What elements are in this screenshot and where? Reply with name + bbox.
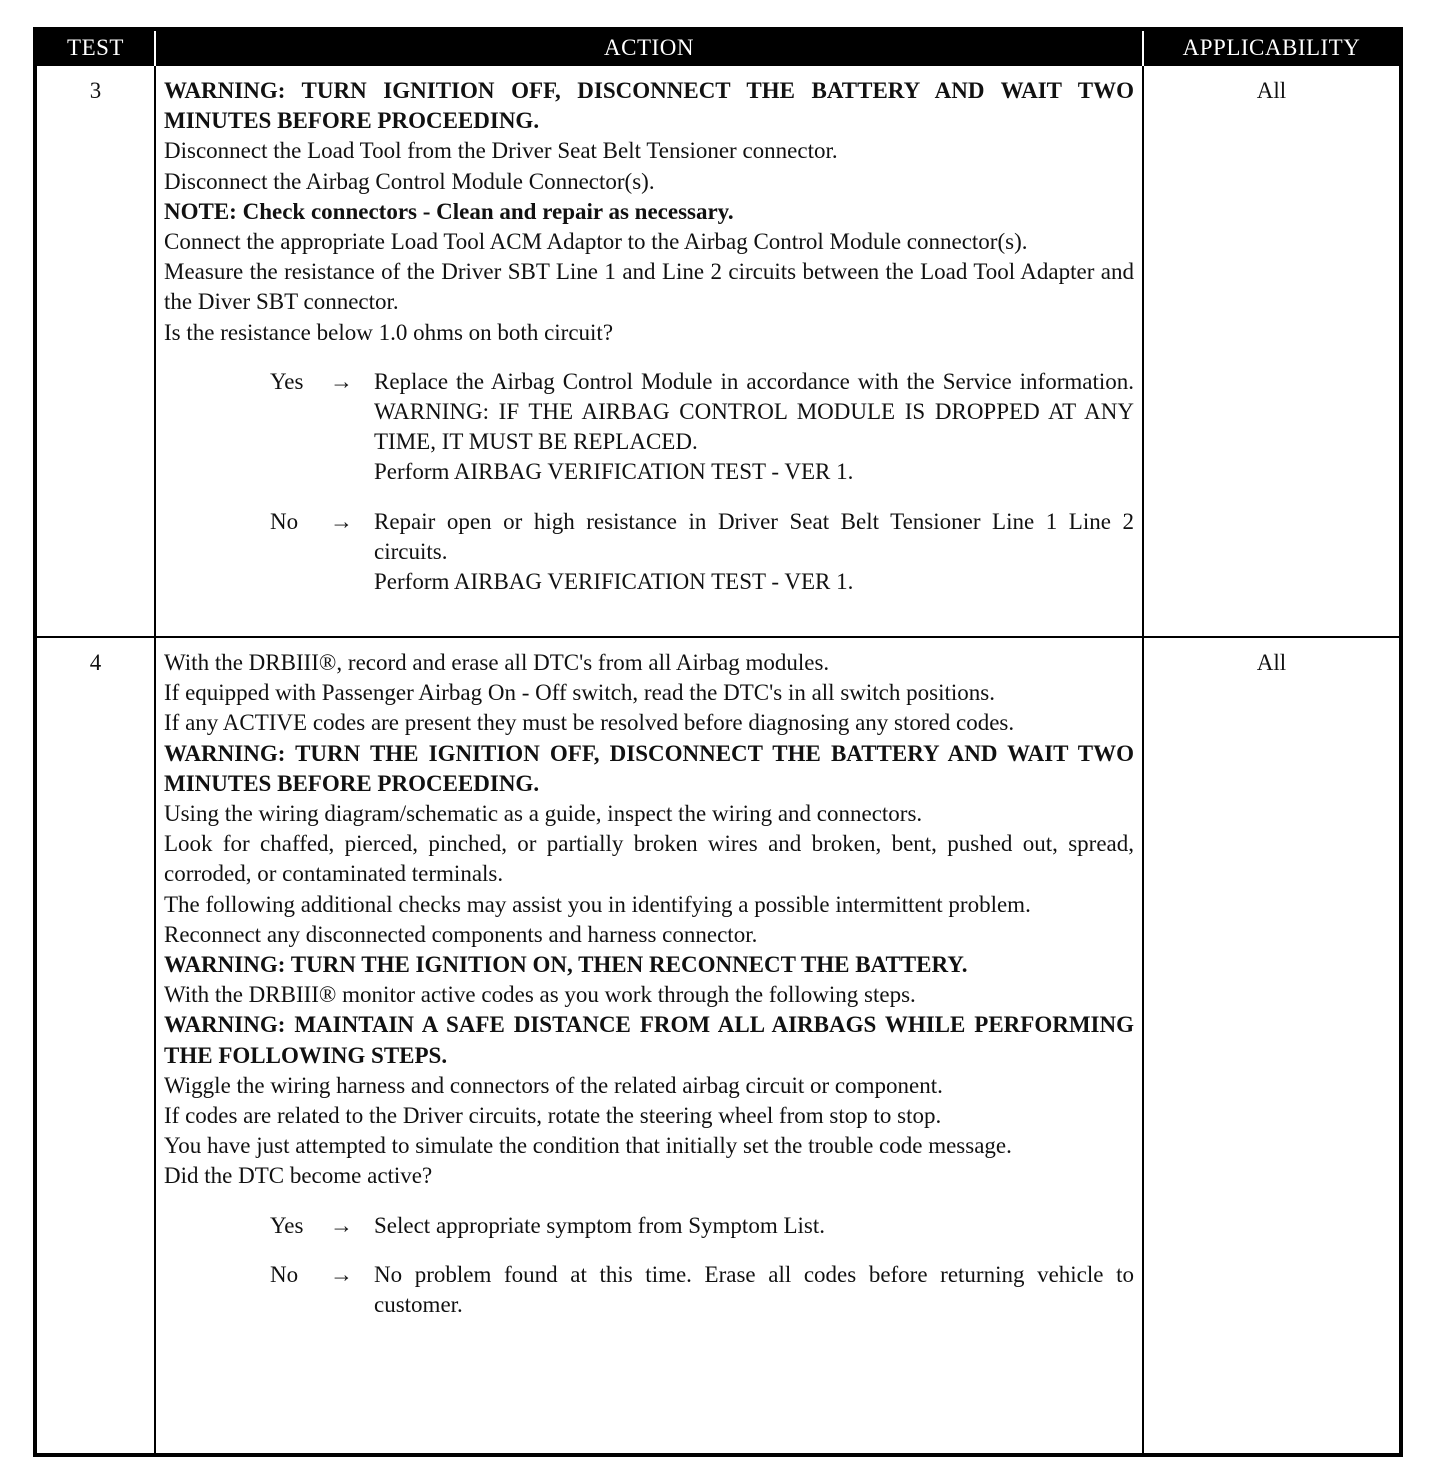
header-applicability: APPLICABILITY xyxy=(1143,29,1401,65)
answer-label: Yes xyxy=(270,1212,304,1238)
branch-result: No problem found at this time. Erase all codes before returning vehicle to customer. xyxy=(374,1261,1134,1318)
action-line: NOTE: Check connectors - Clean and repair as necessary. xyxy=(164,198,734,224)
action-line: The following additional checks may assist you in identifying a possible intermittent problem. xyxy=(164,891,1031,917)
branch-result: Repair open or high resistance in Driver Seat Belt Tensioner Line 1 Line 2 circuits. xyxy=(374,508,1134,564)
action-cell xyxy=(155,637,1143,1455)
right-arrow-icon: → xyxy=(330,368,353,394)
action-line: Reconnect any disconnected components and harness connector. xyxy=(164,921,758,947)
action-line: WARNING: TURN THE IGNITION OFF, DISCONNECT THE BATTERY AND WAIT TWO MINUTES BEFORE PROCEEDING. xyxy=(164,740,1134,796)
right-arrow-icon: → xyxy=(330,1212,353,1238)
action-line: Disconnect the Airbag Control Module Connector(s). xyxy=(164,168,655,194)
answer-label: No xyxy=(270,1261,299,1287)
action-line: WARNING: TURN THE IGNITION ON, THEN RECONNECT THE BATTERY. xyxy=(164,952,968,978)
table-row xyxy=(35,637,1401,1455)
action-line: With the DRBIII®, record and erase all DTC's from all Airbag modules. xyxy=(164,650,830,675)
no-branch xyxy=(164,507,1134,598)
applicability-value: All xyxy=(1143,65,1401,637)
action-line: Measure the resistance of the Driver SBT Line 1 and Line 2 circuits between the Load Tool Adapter and the Diver SBT connector. xyxy=(164,259,1134,315)
branch-result: Perform AIRBAG VERIFICATION TEST - VER 1. xyxy=(374,569,854,595)
header-action: ACTION xyxy=(155,29,1143,65)
action-line: Look for chaffed, pierced, pinched, or partially broken wires and broken, bent, pushed out, spread, corroded, or contaminated terminals. xyxy=(164,831,1134,887)
action-line: You have just attempted to simulate the condition that initially set the trouble code message. xyxy=(164,1133,1012,1159)
right-arrow-icon: → xyxy=(330,508,353,534)
action-line: WARNING: MAINTAIN A SAFE DISTANCE FROM ALL AIRBAGS WHILE PERFORMING THE FOLLOWING STEPS. xyxy=(164,1012,1134,1068)
header-test: TEST xyxy=(35,29,155,65)
answer-label: No xyxy=(270,508,299,534)
right-arrow-icon: → xyxy=(330,1261,353,1287)
action-line: If equipped with Passenger Airbag On - Off switch, read the DTC's in all switch positions. xyxy=(164,680,995,706)
yes-branch xyxy=(164,1211,1134,1241)
no-branch xyxy=(164,1260,1134,1320)
yes-branch xyxy=(164,367,1134,488)
action-line: Is the resistance below 1.0 ohms on both circuit? xyxy=(164,319,614,345)
action-line: Did the DTC become active? xyxy=(164,1163,433,1189)
branch-result: Select appropriate symptom from Symptom List. xyxy=(374,1212,825,1238)
answer-label: Yes xyxy=(270,368,304,394)
action-line: Using the wiring diagram/schematic as a guide, inspect the wiring and connectors. xyxy=(164,801,923,827)
test-number: 3 xyxy=(35,65,155,637)
action-line: WARNING: TURN IGNITION OFF, DISCONNECT THE BATTERY AND WAIT TWO MINUTES BEFORE PROCEEDING. xyxy=(164,78,1134,134)
action-line: Connect the appropriate Load Tool ACM Adaptor to the Airbag Control Module connector(s). xyxy=(164,229,1028,255)
test-number: 4 xyxy=(35,637,155,1455)
action-line: Disconnect the Load Tool from the Driver Seat Belt Tensioner connector. xyxy=(164,138,838,164)
action-cell xyxy=(155,65,1143,637)
table-header-row xyxy=(35,29,1401,65)
action-line: If codes are related to the Driver circuits, rotate the steering wheel from stop to stop. xyxy=(164,1103,942,1129)
action-line: Wiggle the wiring harness and connectors of the related airbag circuit or component. xyxy=(164,1072,943,1098)
branch-result: Perform AIRBAG VERIFICATION TEST - VER 1. xyxy=(374,459,854,485)
branch-result: Replace the Airbag Control Module in accordance with the Service information. WARNING: IF THE AIRBAG CONTROL MODULE IS DROPPED AT ANY TIME, IT MUST BE REPLACED. xyxy=(374,368,1134,455)
action-line: With the DRBIII® monitor active codes as you work through the following steps. xyxy=(164,982,916,1008)
diagnostic-test-table xyxy=(33,27,1403,1457)
applicability-value: All xyxy=(1143,637,1401,1455)
table-row xyxy=(35,65,1401,637)
action-line: If any ACTIVE codes are present they must be resolved before diagnosing any stored codes. xyxy=(164,710,1015,736)
